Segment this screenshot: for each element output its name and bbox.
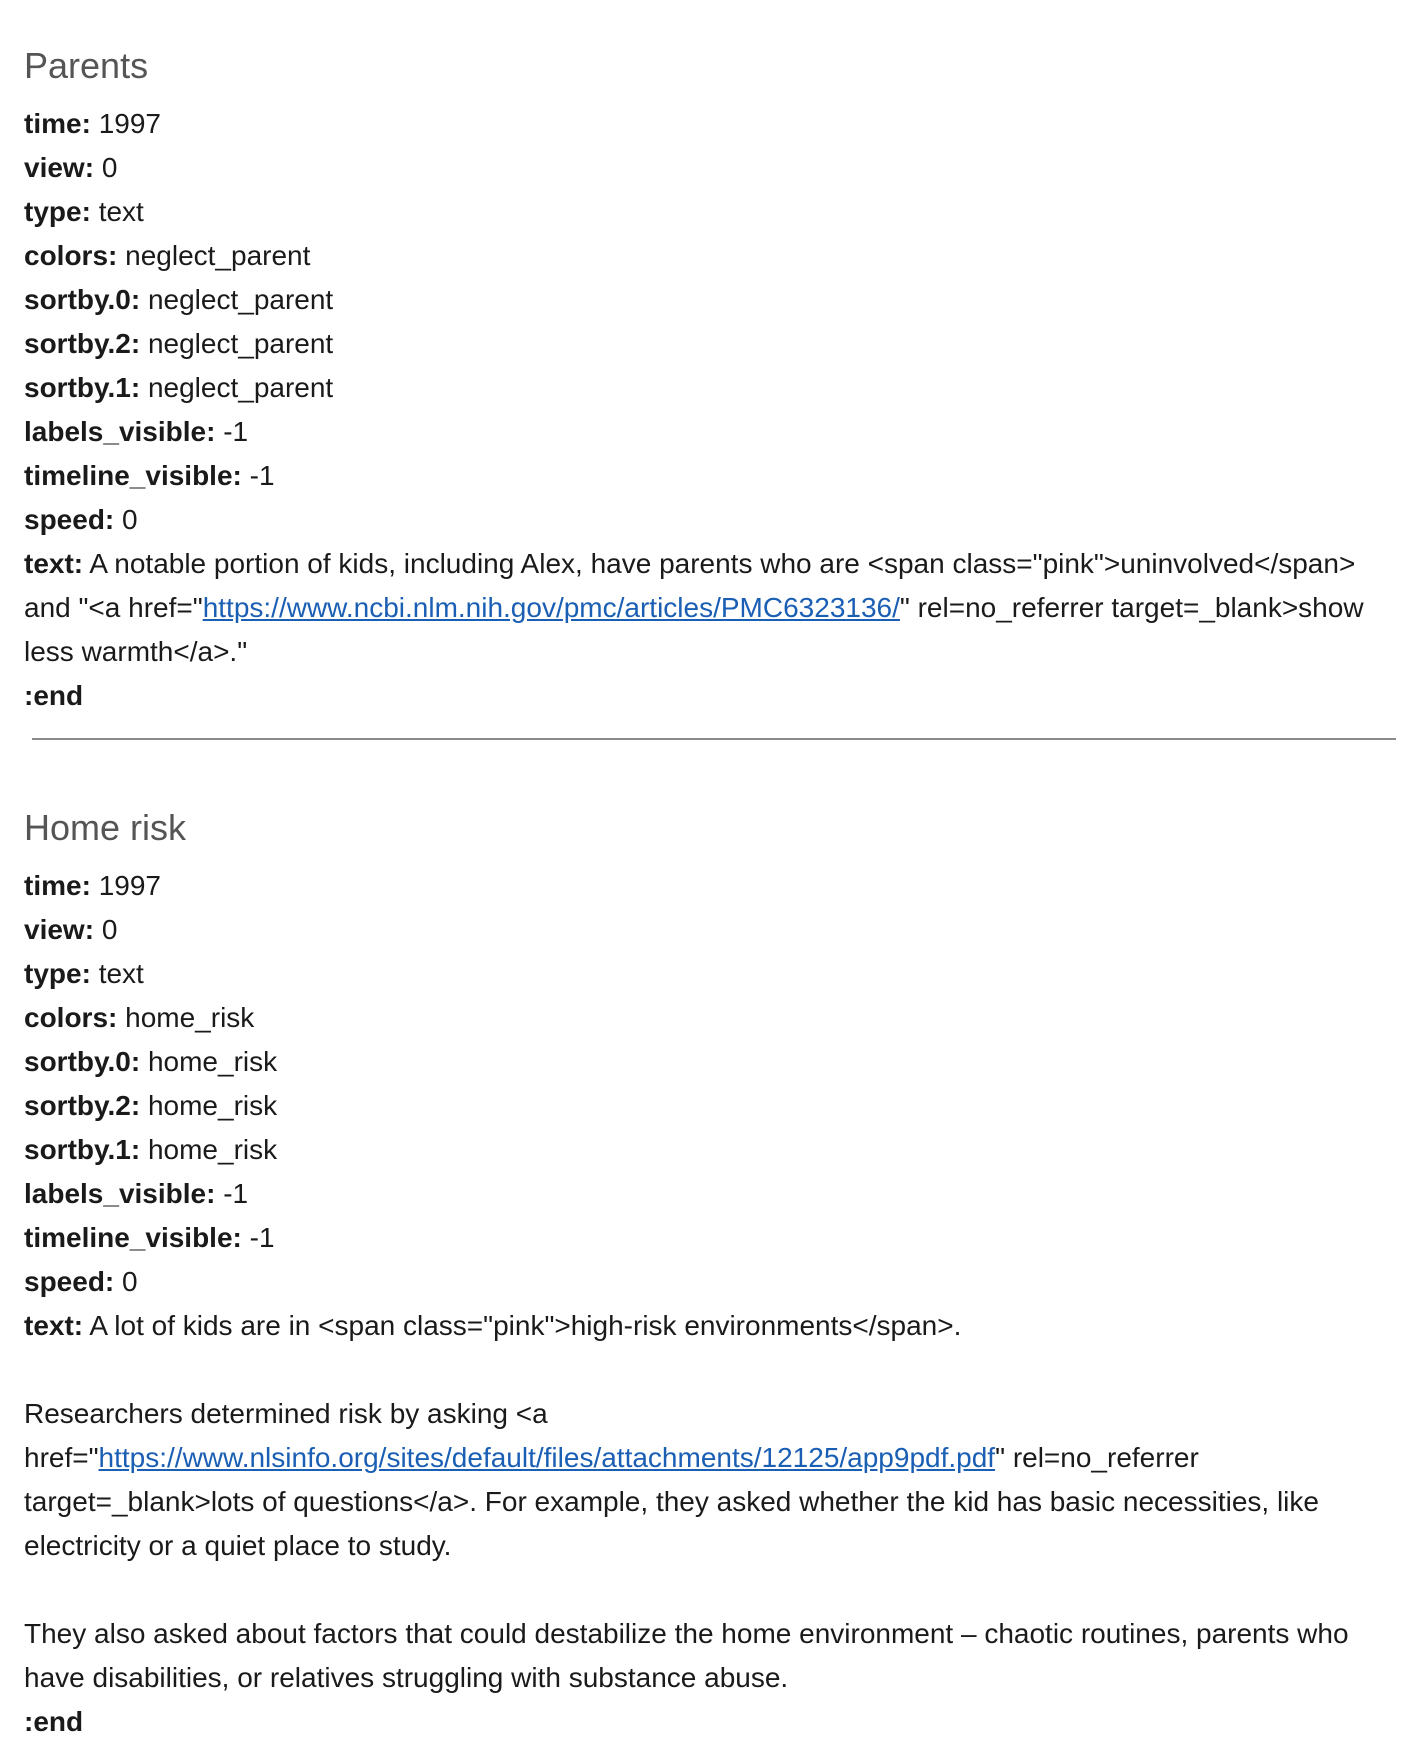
field-time: [24, 864, 1404, 908]
field-sortby-1: [24, 1128, 1404, 1172]
field-value: neglect_parent: [147, 328, 334, 359]
text-content: " rel=no_referrer target=_blank>show less warmth</a>.": [24, 592, 1364, 667]
field-key: sortby.1:: [24, 1134, 141, 1165]
field-key: text:: [24, 548, 84, 579]
field-value: 1997: [98, 870, 161, 901]
field-key: speed:: [24, 504, 115, 535]
field-key: labels_visible:: [24, 1178, 216, 1209]
field-value: -1: [249, 460, 275, 491]
field-value: home_risk: [147, 1046, 278, 1077]
text-content: A lot of kids are in <span class="pink">high-risk environments</span>.: [89, 1310, 962, 1341]
field-value: 0: [122, 504, 138, 535]
end-marker: :end: [24, 1706, 84, 1737]
field-value: neglect_parent: [125, 240, 311, 271]
field-key: view:: [24, 152, 95, 183]
section-title: Home risk: [24, 807, 187, 848]
field-value: text: [98, 196, 144, 227]
field-colors: [24, 234, 1404, 278]
nlsinfo-link[interactable]: https://www.nlsinfo.org/sites/default/files/attachments/12125/app9pdf.pdf: [98, 1442, 996, 1473]
field-value: text: [98, 958, 144, 989]
field-value: home_risk: [125, 1002, 255, 1033]
text-paragraph: They also asked about factors that could destabilize the home environment – chaotic routines, parents who have disabilities, or relatives struggling with substance abuse.: [24, 1618, 1349, 1693]
field-key: sortby.2:: [24, 1090, 141, 1121]
text-content: Researchers determined risk by asking <a href=": [24, 1398, 548, 1473]
field-key: view:: [24, 914, 95, 945]
section-parents: [24, 36, 1404, 718]
field-value: neglect_parent: [147, 372, 334, 403]
text-content: A notable portion of kids, including Alex, have parents who are <span class="pink">uninvolved</span> and "<a href=": [24, 548, 1356, 623]
field-key: time:: [24, 870, 91, 901]
end-marker: :end: [24, 680, 84, 711]
field-time: [24, 102, 1404, 146]
field-key: sortby.2:: [24, 328, 141, 359]
field-key: timeline_visible:: [24, 1222, 242, 1253]
field-key: text:: [24, 1310, 84, 1341]
field-value: home_risk: [147, 1090, 278, 1121]
field-sortby-2: [24, 1084, 1404, 1128]
field-value: neglect_parent: [147, 284, 334, 315]
field-key: time:: [24, 108, 91, 139]
field-speed: [24, 1260, 1404, 1304]
field-key: colors:: [24, 1002, 118, 1033]
field-sortby-0: [24, 278, 1404, 322]
field-value: -1: [223, 1178, 249, 1209]
field-value: 0: [101, 914, 118, 945]
field-labels-visible: [24, 410, 1404, 454]
field-colors: [24, 996, 1404, 1040]
field-type: [24, 952, 1404, 996]
field-value: home_risk: [147, 1134, 278, 1165]
field-timeline-visible: [24, 454, 1404, 498]
field-key: speed:: [24, 1266, 115, 1297]
field-value: -1: [249, 1222, 275, 1253]
field-text: [24, 542, 1404, 674]
field-key: type:: [24, 196, 91, 227]
field-value: 0: [122, 1266, 138, 1297]
field-key: type:: [24, 958, 91, 989]
field-key: sortby.1:: [24, 372, 141, 403]
field-key: labels_visible:: [24, 416, 216, 447]
field-value: 1997: [98, 108, 161, 139]
field-key: colors:: [24, 240, 118, 271]
section-divider: [32, 738, 1396, 740]
field-view: [24, 146, 1404, 190]
field-value: 0: [101, 152, 118, 183]
field-key: sortby.0:: [24, 284, 141, 315]
field-timeline-visible: [24, 1216, 1404, 1260]
paragraph-gap: [24, 1568, 1404, 1612]
field-labels-visible: [24, 1172, 1404, 1216]
field-sortby-0: [24, 1040, 1404, 1084]
section-home-risk: [24, 798, 1404, 1744]
section-title: Parents: [24, 45, 149, 86]
field-text: [24, 1304, 1404, 1700]
field-sortby-2: [24, 322, 1404, 366]
field-key: sortby.0:: [24, 1046, 141, 1077]
field-type: [24, 190, 1404, 234]
field-sortby-1: [24, 366, 1404, 410]
text-paragraph: [24, 1304, 1404, 1348]
ncbi-link[interactable]: https://www.ncbi.nlm.nih.gov/pmc/articles/PMC6323136/: [202, 592, 900, 623]
field-value: -1: [223, 416, 249, 447]
paragraph-gap: [24, 1348, 1404, 1392]
field-view: [24, 908, 1404, 952]
field-key: timeline_visible:: [24, 460, 242, 491]
field-speed: [24, 498, 1404, 542]
text-paragraph: [24, 1392, 1404, 1568]
text-content: " rel=no_referrer target=_blank>lots of questions</a>. For example, they asked whether the kid has basic necessities, like electricity or a quiet place to study.: [24, 1442, 1319, 1561]
